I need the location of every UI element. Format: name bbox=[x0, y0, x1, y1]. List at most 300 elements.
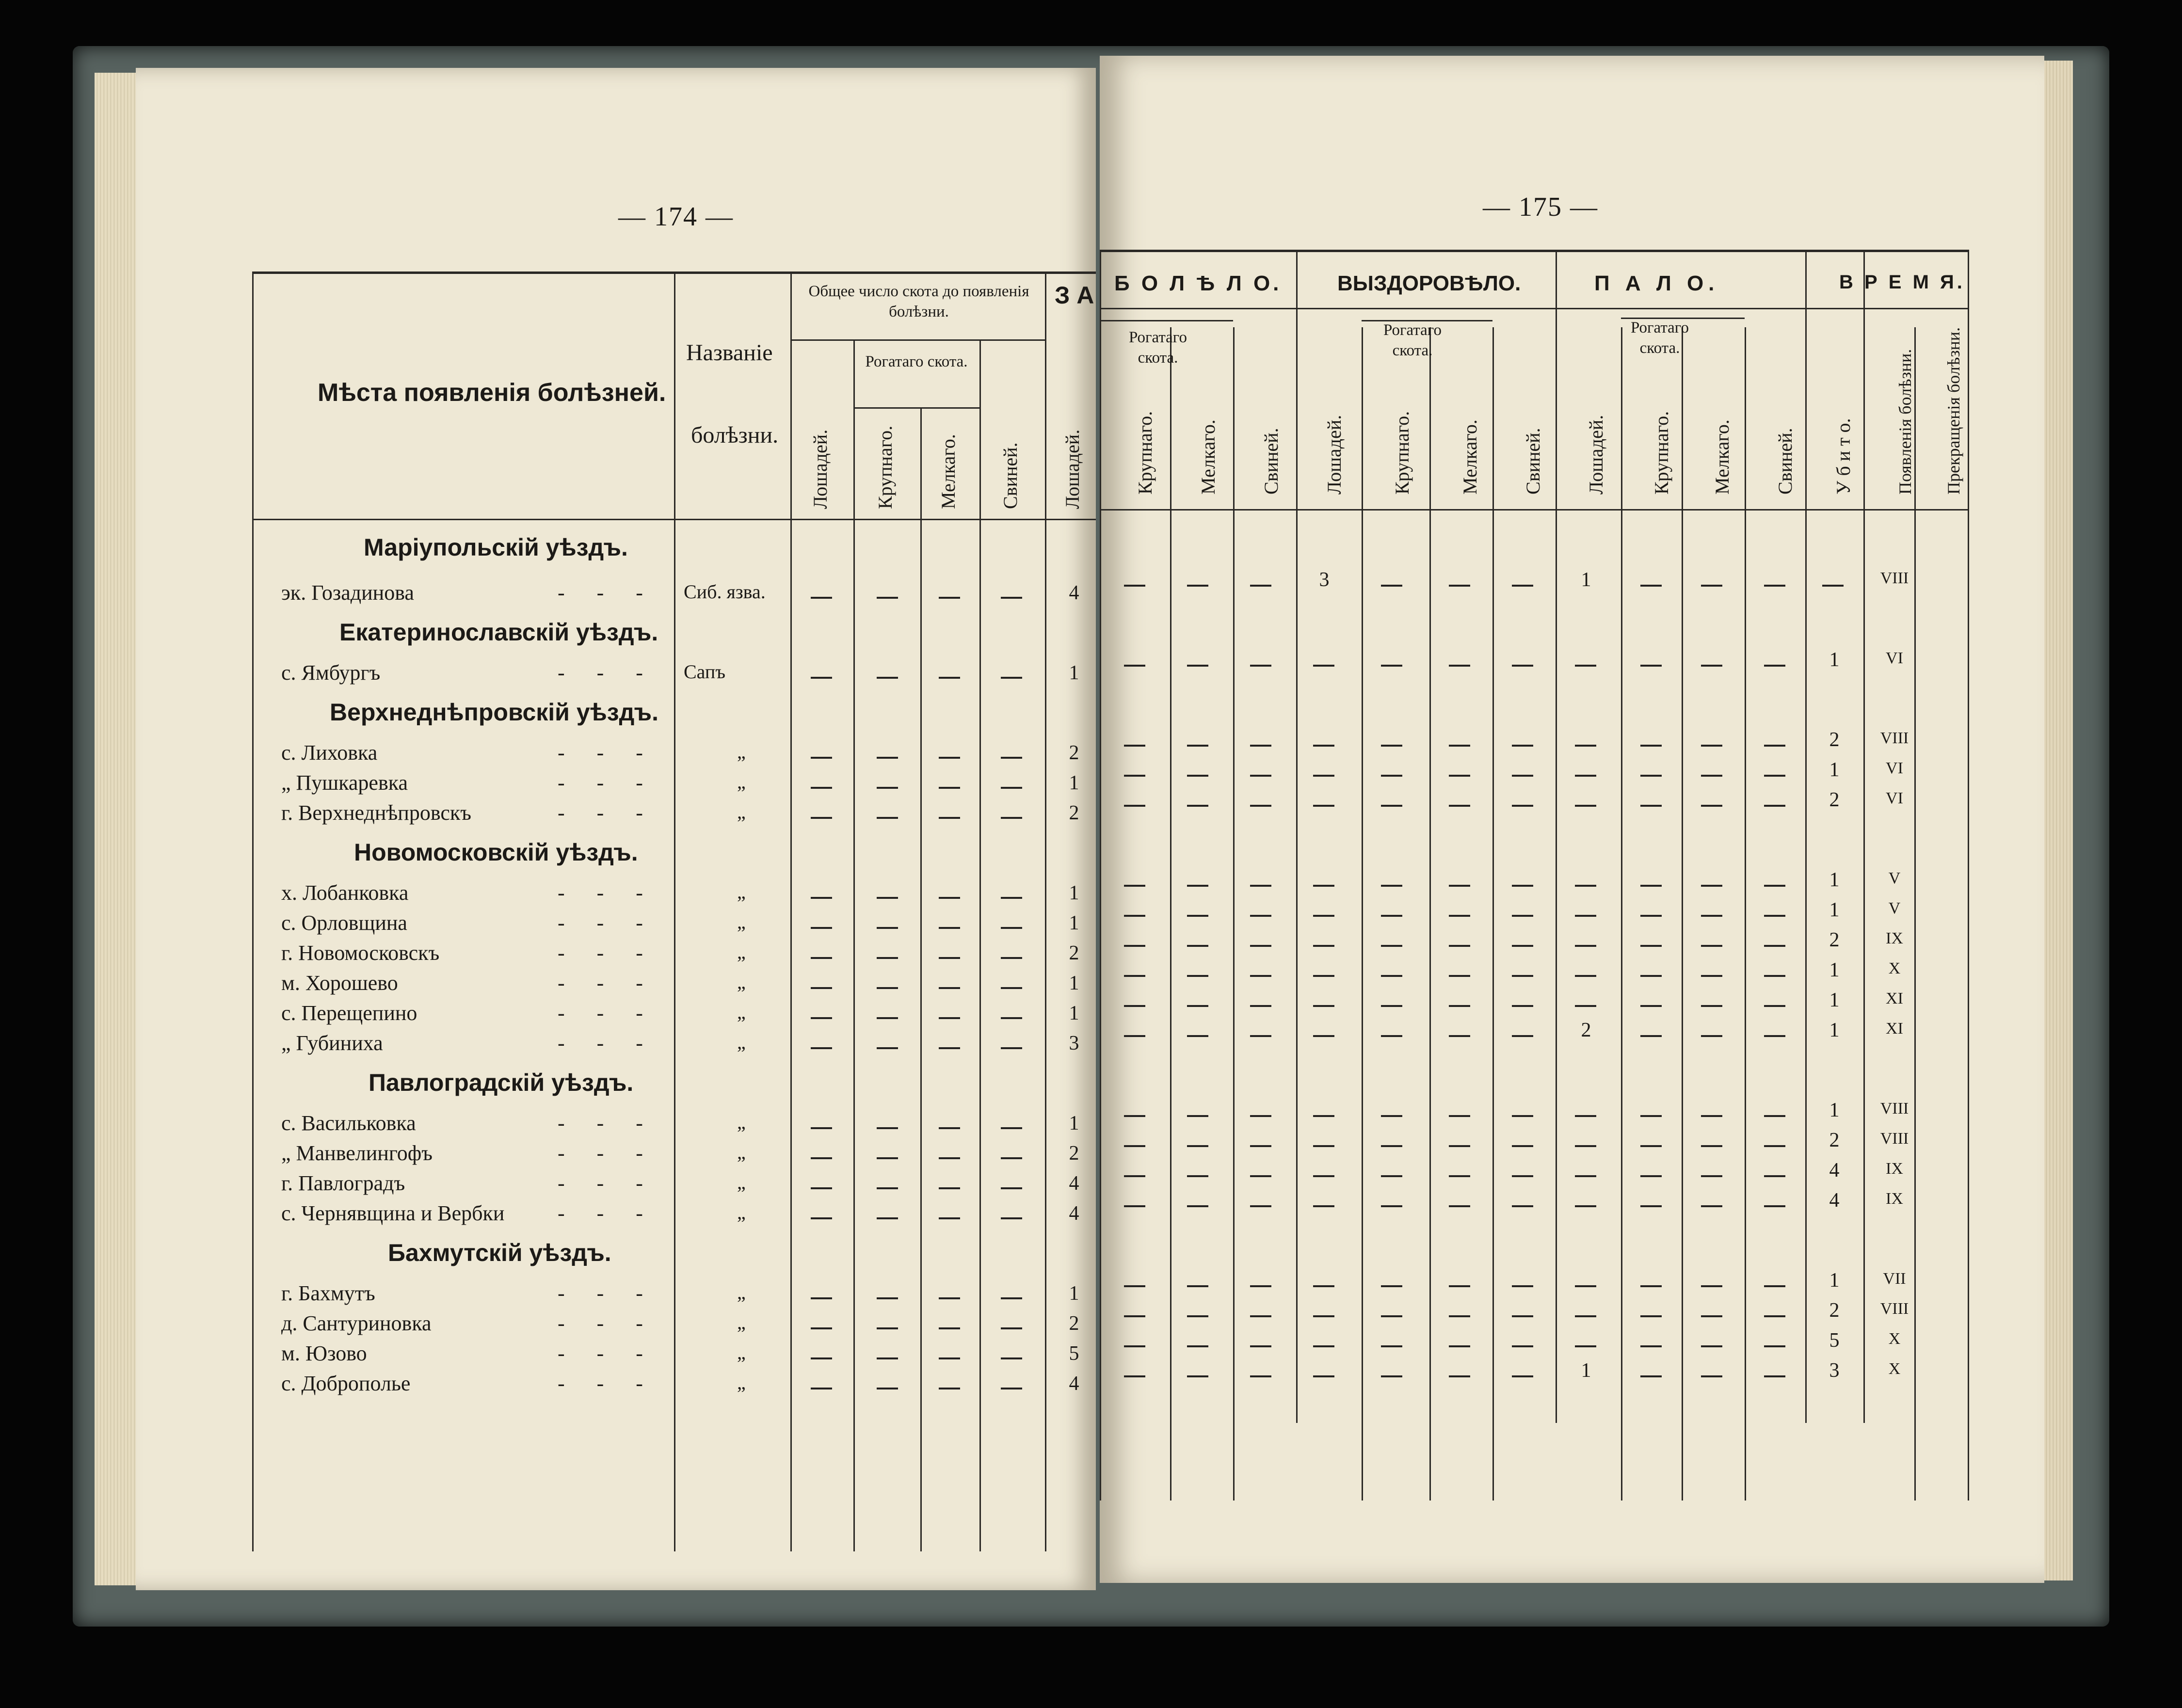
empty-cell-dash bbox=[1449, 745, 1470, 747]
leader-dashes: - - - bbox=[558, 941, 643, 965]
empty-cell-dash bbox=[1187, 1035, 1208, 1037]
empty-cell-dash bbox=[1512, 1145, 1533, 1147]
empty-cell-dash bbox=[1187, 1285, 1208, 1287]
empty-cell-dash bbox=[1449, 585, 1470, 587]
disease-name: „ bbox=[737, 971, 746, 993]
col-rule bbox=[1045, 271, 1046, 1551]
empty-cell-dash bbox=[1250, 915, 1271, 917]
header-bottom-rule bbox=[1100, 509, 1968, 511]
leader-dashes: - - - bbox=[558, 911, 643, 935]
empty-cell-dash bbox=[1701, 1035, 1722, 1037]
empty-cell-dash bbox=[877, 787, 898, 789]
empty-cell-dash bbox=[1640, 1035, 1662, 1037]
empty-cell-dash bbox=[1512, 915, 1533, 917]
empty-cell-dash bbox=[877, 1127, 898, 1129]
page-number-right: — 175 — bbox=[1483, 192, 1598, 222]
leader-dashes: - - - bbox=[558, 881, 643, 905]
col-rule bbox=[674, 271, 675, 1551]
leader-dashes: - - - bbox=[558, 1341, 643, 1365]
empty-cell-dash bbox=[1701, 1005, 1722, 1007]
empty-cell-dash bbox=[877, 1017, 898, 1019]
empty-cell-dash bbox=[1381, 915, 1402, 917]
empty-cell-dash bbox=[811, 1047, 832, 1049]
empty-cell-dash bbox=[811, 927, 832, 929]
header-rule bbox=[790, 339, 1045, 341]
empty-cell-dash bbox=[1449, 805, 1470, 807]
empty-cell-dash bbox=[1001, 1017, 1022, 1019]
cell-value: 1 bbox=[1829, 989, 1840, 1011]
empty-cell-dash bbox=[1449, 1005, 1470, 1007]
empty-cell-dash bbox=[1001, 1047, 1022, 1049]
col-rule bbox=[1863, 250, 1865, 1423]
empty-cell-dash bbox=[1187, 1315, 1208, 1317]
empty-cell-dash bbox=[1250, 1315, 1271, 1317]
empty-cell-dash bbox=[1575, 665, 1596, 667]
empty-cell-dash bbox=[1449, 1345, 1470, 1347]
empty-cell-dash bbox=[1381, 665, 1402, 667]
empty-cell-dash bbox=[1449, 945, 1470, 947]
col-rule bbox=[920, 407, 922, 1551]
empty-cell-dash bbox=[1124, 1345, 1145, 1347]
cell-value: 1 bbox=[1829, 899, 1840, 921]
empty-cell-dash bbox=[1250, 1175, 1271, 1177]
empty-cell-dash bbox=[1640, 1175, 1662, 1177]
empty-cell-dash bbox=[1250, 1345, 1271, 1347]
empty-cell-dash bbox=[1701, 1375, 1722, 1377]
empty-cell-dash bbox=[1313, 1205, 1334, 1207]
empty-cell-dash bbox=[877, 597, 898, 599]
empty-cell-dash bbox=[1250, 585, 1271, 587]
empty-cell-dash bbox=[1001, 987, 1022, 989]
empty-cell-dash bbox=[1313, 665, 1334, 667]
leader-dashes: - - - bbox=[558, 801, 643, 825]
empty-cell-dash bbox=[939, 1157, 960, 1159]
header-vyzdorovelo: ВЫЗДОРОВѢЛО. bbox=[1337, 271, 1521, 295]
col-rule bbox=[1492, 327, 1494, 1500]
cell-value: 2 bbox=[1581, 1019, 1591, 1041]
place-name: с. Ямбургъ bbox=[281, 661, 381, 685]
empty-cell-dash bbox=[1381, 1205, 1402, 1207]
cell-value: 2 bbox=[1069, 742, 1079, 764]
empty-cell-dash bbox=[1512, 1005, 1533, 1007]
place-name: „ Пушкаревка bbox=[281, 771, 408, 795]
empty-cell-dash bbox=[1512, 1345, 1533, 1347]
empty-cell-dash bbox=[1640, 915, 1662, 917]
empty-cell-dash bbox=[1449, 665, 1470, 667]
empty-cell-dash bbox=[1640, 1145, 1662, 1147]
empty-cell-dash bbox=[1701, 665, 1722, 667]
empty-cell-dash bbox=[1640, 1115, 1662, 1117]
cell-value: 1 bbox=[1069, 772, 1079, 794]
empty-cell-dash bbox=[1313, 775, 1334, 777]
empty-cell-dash bbox=[1764, 915, 1785, 917]
empty-cell-dash bbox=[1640, 1005, 1662, 1007]
empty-cell-dash bbox=[1001, 1157, 1022, 1159]
place-name: с. Перещепино bbox=[281, 1001, 417, 1025]
header-disease-1: Названіе bbox=[686, 340, 773, 366]
empty-cell-dash bbox=[877, 817, 898, 819]
empty-cell-dash bbox=[811, 987, 832, 989]
cell-value: VI bbox=[1886, 759, 1903, 777]
empty-cell-dash bbox=[877, 1388, 898, 1389]
empty-cell-dash bbox=[939, 1357, 960, 1359]
empty-cell-dash bbox=[1187, 665, 1208, 667]
place-name: г. Павлоградъ bbox=[281, 1171, 405, 1195]
header-horned: Рогатаго скота. bbox=[865, 353, 968, 370]
empty-cell-dash bbox=[1187, 885, 1208, 887]
empty-cell-dash bbox=[811, 1127, 832, 1129]
leader-dashes: - - - bbox=[558, 1171, 643, 1195]
empty-cell-dash bbox=[939, 677, 960, 679]
cell-value: 2 bbox=[1069, 802, 1079, 824]
empty-cell-dash bbox=[1449, 1375, 1470, 1377]
cell-value: 4 bbox=[1829, 1189, 1840, 1212]
place-name: эк. Гозадинова bbox=[281, 581, 414, 605]
empty-cell-dash bbox=[1640, 1345, 1662, 1347]
cell-value: 1 bbox=[1829, 959, 1840, 981]
empty-cell-dash bbox=[1313, 745, 1334, 747]
empty-cell-dash bbox=[1313, 1345, 1334, 1347]
empty-cell-dash bbox=[1449, 915, 1470, 917]
header-palo: П А Л О. bbox=[1594, 271, 1719, 295]
cell-value: VIII bbox=[1880, 1300, 1909, 1318]
page-edges-right bbox=[2044, 61, 2073, 1580]
empty-cell-dash bbox=[1701, 775, 1722, 777]
cell-value: 1 bbox=[1581, 569, 1591, 591]
district-heading: Маріупольскій уѣздъ. bbox=[364, 534, 628, 561]
empty-cell-dash bbox=[1250, 1285, 1271, 1287]
col-rule bbox=[1100, 250, 1101, 1500]
empty-cell-dash bbox=[1313, 1315, 1334, 1317]
empty-cell-dash bbox=[1512, 975, 1533, 977]
cell-value: 1 bbox=[1069, 912, 1079, 934]
empty-cell-dash bbox=[1764, 745, 1785, 747]
empty-cell-dash bbox=[1313, 975, 1334, 977]
disease-name: „ bbox=[737, 1031, 746, 1053]
empty-cell-dash bbox=[1381, 805, 1402, 807]
header-horned-3: Рогатаго скота. bbox=[1630, 319, 1689, 357]
empty-cell-dash bbox=[1575, 1285, 1596, 1287]
place-name: „ Манвелингофъ bbox=[281, 1141, 433, 1165]
empty-cell-dash bbox=[1575, 945, 1596, 947]
empty-cell-dash bbox=[1001, 757, 1022, 759]
cell-value: 1 bbox=[1069, 972, 1079, 994]
cell-value: 1 bbox=[1069, 1112, 1079, 1134]
empty-cell-dash bbox=[1764, 585, 1785, 587]
empty-cell-dash bbox=[1512, 1035, 1533, 1037]
empty-cell-dash bbox=[939, 987, 960, 989]
col-rule bbox=[790, 271, 792, 1551]
empty-cell-dash bbox=[1124, 805, 1145, 807]
empty-cell-dash bbox=[1313, 805, 1334, 807]
district-heading: Павлоградскій уѣздъ. bbox=[369, 1069, 634, 1096]
cell-value: 1 bbox=[1069, 882, 1079, 904]
header-cut: З А bbox=[1055, 282, 1094, 309]
cell-value: 1 bbox=[1829, 1099, 1840, 1121]
empty-cell-dash bbox=[1640, 805, 1662, 807]
leader-dashes: - - - bbox=[558, 1281, 643, 1305]
cell-value: X bbox=[1888, 959, 1901, 977]
empty-cell-dash bbox=[1001, 927, 1022, 929]
district-heading: Верхнеднѣпровскій уѣздъ. bbox=[330, 699, 659, 726]
empty-cell-dash bbox=[1187, 1115, 1208, 1117]
header-disease-2: болѣзни. bbox=[691, 422, 779, 448]
empty-cell-dash bbox=[811, 1297, 832, 1299]
empty-cell-dash bbox=[939, 1297, 960, 1299]
cell-value: 1 bbox=[1069, 662, 1079, 684]
col-horses-2: Лошадей. bbox=[1061, 429, 1083, 509]
empty-cell-dash bbox=[1512, 1285, 1533, 1287]
empty-cell-dash bbox=[1001, 1217, 1022, 1219]
empty-cell-dash bbox=[811, 957, 832, 959]
empty-cell-dash bbox=[1701, 745, 1722, 747]
empty-cell-dash bbox=[811, 1327, 832, 1329]
empty-cell-dash bbox=[1701, 915, 1722, 917]
empty-cell-dash bbox=[1124, 1175, 1145, 1177]
empty-cell-dash bbox=[1764, 1035, 1785, 1037]
district-heading: Екатеринославскій уѣздъ. bbox=[339, 619, 658, 646]
empty-cell-dash bbox=[811, 1157, 832, 1159]
empty-cell-dash bbox=[1250, 805, 1271, 807]
cell-value: 3 bbox=[1319, 569, 1330, 591]
empty-cell-dash bbox=[1640, 775, 1662, 777]
empty-cell-dash bbox=[811, 757, 832, 759]
empty-cell-dash bbox=[1701, 1315, 1722, 1317]
empty-cell-dash bbox=[1764, 885, 1785, 887]
empty-cell-dash bbox=[1250, 665, 1271, 667]
empty-cell-dash bbox=[1822, 585, 1844, 587]
empty-cell-dash bbox=[1313, 1175, 1334, 1177]
col-rule bbox=[853, 339, 855, 1551]
empty-cell-dash bbox=[1449, 775, 1470, 777]
empty-cell-dash bbox=[1701, 1145, 1722, 1147]
empty-cell-dash bbox=[1250, 1035, 1271, 1037]
empty-cell-dash bbox=[1575, 805, 1596, 807]
empty-cell-dash bbox=[877, 1357, 898, 1359]
cell-value: 2 bbox=[1829, 929, 1840, 951]
cell-value: 2 bbox=[1069, 942, 1079, 964]
empty-cell-dash bbox=[1701, 1345, 1722, 1347]
empty-cell-dash bbox=[877, 1327, 898, 1329]
col-header: Крупнаго. bbox=[1134, 411, 1156, 495]
empty-cell-dash bbox=[1187, 945, 1208, 947]
col-horses: Лошадей. bbox=[809, 429, 831, 509]
cell-value: X bbox=[1888, 1360, 1901, 1378]
empty-cell-dash bbox=[811, 897, 832, 899]
empty-cell-dash bbox=[1764, 945, 1785, 947]
empty-cell-dash bbox=[939, 1047, 960, 1049]
empty-cell-dash bbox=[1124, 975, 1145, 977]
cell-value: 5 bbox=[1069, 1342, 1079, 1365]
col-header: Крупнаго. bbox=[1651, 411, 1672, 495]
cell-value: X bbox=[1888, 1330, 1901, 1348]
disease-name: „ bbox=[737, 1111, 746, 1133]
empty-cell-dash bbox=[939, 757, 960, 759]
empty-cell-dash bbox=[1313, 1115, 1334, 1117]
place-name: с. Чернявщина и Вербки bbox=[281, 1201, 505, 1225]
disease-name: „ bbox=[737, 1311, 746, 1333]
empty-cell-dash bbox=[1640, 945, 1662, 947]
col-header: Лошадей. bbox=[1323, 415, 1345, 495]
empty-cell-dash bbox=[1701, 1285, 1722, 1287]
cell-value: IX bbox=[1886, 929, 1903, 947]
cell-value: VII bbox=[1883, 1270, 1906, 1288]
col-header: Мелкаго. bbox=[1459, 419, 1481, 495]
empty-cell-dash bbox=[811, 1017, 832, 1019]
empty-cell-dash bbox=[1381, 585, 1402, 587]
empty-cell-dash bbox=[877, 757, 898, 759]
header-horned-2: Рогатаго скота. bbox=[1383, 321, 1442, 359]
empty-cell-dash bbox=[1187, 915, 1208, 917]
empty-cell-dash bbox=[877, 897, 898, 899]
col-header: Свиней. bbox=[1260, 428, 1282, 495]
empty-cell-dash bbox=[1313, 1285, 1334, 1287]
empty-cell-dash bbox=[1250, 1115, 1271, 1117]
col-rule bbox=[979, 339, 981, 1551]
cell-value: 3 bbox=[1069, 1032, 1079, 1054]
col-rule bbox=[1805, 250, 1807, 1423]
cell-value: 4 bbox=[1069, 1172, 1079, 1195]
empty-cell-dash bbox=[1001, 817, 1022, 819]
cell-value: 1 bbox=[1829, 1269, 1840, 1292]
empty-cell-dash bbox=[939, 1127, 960, 1129]
cell-value: 1 bbox=[1069, 1282, 1079, 1305]
empty-cell-dash bbox=[1701, 1175, 1722, 1177]
leader-dashes: - - - bbox=[558, 1001, 643, 1025]
empty-cell-dash bbox=[1381, 885, 1402, 887]
empty-cell-dash bbox=[939, 927, 960, 929]
empty-cell-dash bbox=[1124, 1205, 1145, 1207]
empty-cell-dash bbox=[1575, 885, 1596, 887]
empty-cell-dash bbox=[1187, 775, 1208, 777]
empty-cell-dash bbox=[1575, 1145, 1596, 1147]
empty-cell-dash bbox=[1250, 1005, 1271, 1007]
col-rule bbox=[1233, 327, 1235, 1500]
empty-cell-dash bbox=[1001, 597, 1022, 599]
empty-cell-dash bbox=[1764, 805, 1785, 807]
empty-cell-dash bbox=[1250, 1375, 1271, 1377]
col-header: Крупнаго. bbox=[1391, 411, 1413, 495]
empty-cell-dash bbox=[1640, 1315, 1662, 1317]
disease-name: „ bbox=[737, 1141, 746, 1163]
empty-cell-dash bbox=[1313, 1035, 1334, 1037]
disease-name: Сапъ bbox=[684, 661, 725, 683]
district-heading: Бахмутскій уѣздъ. bbox=[388, 1239, 611, 1266]
place-name: с. Орловщина bbox=[281, 911, 407, 935]
empty-cell-dash bbox=[1381, 775, 1402, 777]
empty-cell-dash bbox=[1512, 805, 1533, 807]
empty-cell-dash bbox=[1512, 1205, 1533, 1207]
disease-name: „ bbox=[737, 911, 746, 933]
empty-cell-dash bbox=[1381, 1285, 1402, 1287]
col-header: Свиней. bbox=[1774, 428, 1796, 495]
cell-value: XI bbox=[1886, 990, 1903, 1007]
cell-value: 1 bbox=[1069, 1002, 1079, 1024]
empty-cell-dash bbox=[939, 1217, 960, 1219]
empty-cell-dash bbox=[1512, 885, 1533, 887]
cell-value: 2 bbox=[1069, 1142, 1079, 1165]
col-rule bbox=[1429, 327, 1431, 1500]
empty-cell-dash bbox=[1187, 1205, 1208, 1207]
cell-value: VIII bbox=[1880, 569, 1909, 587]
empty-cell-dash bbox=[1575, 1175, 1596, 1177]
col-rule bbox=[1170, 327, 1171, 1500]
empty-cell-dash bbox=[811, 1357, 832, 1359]
empty-cell-dash bbox=[877, 1187, 898, 1189]
empty-cell-dash bbox=[1512, 945, 1533, 947]
leader-dashes: - - - bbox=[558, 771, 643, 795]
page-edges-left bbox=[95, 73, 136, 1585]
empty-cell-dash bbox=[939, 817, 960, 819]
header-horned-1: Рогатаго скота. bbox=[1128, 329, 1187, 367]
cell-value: V bbox=[1888, 869, 1901, 887]
empty-cell-dash bbox=[1449, 1145, 1470, 1147]
col-rule bbox=[1914, 327, 1916, 1500]
empty-cell-dash bbox=[1575, 975, 1596, 977]
empty-cell-dash bbox=[1640, 1375, 1662, 1377]
disease-name: „ bbox=[737, 1201, 746, 1223]
empty-cell-dash bbox=[1764, 1175, 1785, 1177]
empty-cell-dash bbox=[1701, 1115, 1722, 1117]
empty-cell-dash bbox=[1001, 1127, 1022, 1129]
cell-value: 5 bbox=[1829, 1329, 1840, 1352]
empty-cell-dash bbox=[1512, 665, 1533, 667]
empty-cell-dash bbox=[877, 1047, 898, 1049]
cell-value: 4 bbox=[1069, 1373, 1079, 1395]
col-rule bbox=[1621, 327, 1622, 1500]
cell-value: 1 bbox=[1829, 649, 1840, 671]
place-name: г. Верхнеднѣпровскъ bbox=[281, 801, 472, 825]
empty-cell-dash bbox=[1764, 665, 1785, 667]
col-rule bbox=[1556, 250, 1557, 1423]
empty-cell-dash bbox=[1381, 975, 1402, 977]
empty-cell-dash bbox=[1701, 975, 1722, 977]
cell-value: V bbox=[1888, 899, 1901, 917]
cell-value: 2 bbox=[1829, 1129, 1840, 1151]
empty-cell-dash bbox=[939, 1017, 960, 1019]
cell-value: 4 bbox=[1069, 1202, 1079, 1225]
empty-cell-dash bbox=[1124, 1315, 1145, 1317]
empty-cell-dash bbox=[1764, 1315, 1785, 1317]
col-rule bbox=[1745, 327, 1746, 1500]
cell-value: IX bbox=[1886, 1190, 1903, 1208]
leader-dashes: - - - bbox=[558, 1141, 643, 1165]
empty-cell-dash bbox=[1512, 1315, 1533, 1317]
empty-cell-dash bbox=[1575, 1315, 1596, 1317]
leader-dashes: - - - bbox=[558, 741, 643, 765]
empty-cell-dash bbox=[1701, 1205, 1722, 1207]
col-header: Мелкаго. bbox=[1197, 419, 1219, 495]
col-small: Мелкаго. bbox=[937, 434, 959, 509]
empty-cell-dash bbox=[1764, 1205, 1785, 1207]
col-header: Свиней. bbox=[1522, 428, 1544, 495]
empty-cell-dash bbox=[1313, 945, 1334, 947]
cell-value: IX bbox=[1886, 1160, 1903, 1178]
empty-cell-dash bbox=[1124, 665, 1145, 667]
empty-cell-dash bbox=[1575, 1205, 1596, 1207]
leader-dashes: - - - bbox=[558, 971, 643, 995]
empty-cell-dash bbox=[1640, 1205, 1662, 1207]
col-header: Прекращенія болѣзни. bbox=[1944, 327, 1963, 495]
empty-cell-dash bbox=[1124, 885, 1145, 887]
col-rule bbox=[1296, 250, 1298, 1423]
empty-cell-dash bbox=[1575, 1115, 1596, 1117]
empty-cell-dash bbox=[1187, 1345, 1208, 1347]
empty-cell-dash bbox=[877, 1157, 898, 1159]
empty-cell-dash bbox=[877, 1297, 898, 1299]
empty-cell-dash bbox=[877, 987, 898, 989]
leader-dashes: - - - bbox=[558, 1311, 643, 1335]
